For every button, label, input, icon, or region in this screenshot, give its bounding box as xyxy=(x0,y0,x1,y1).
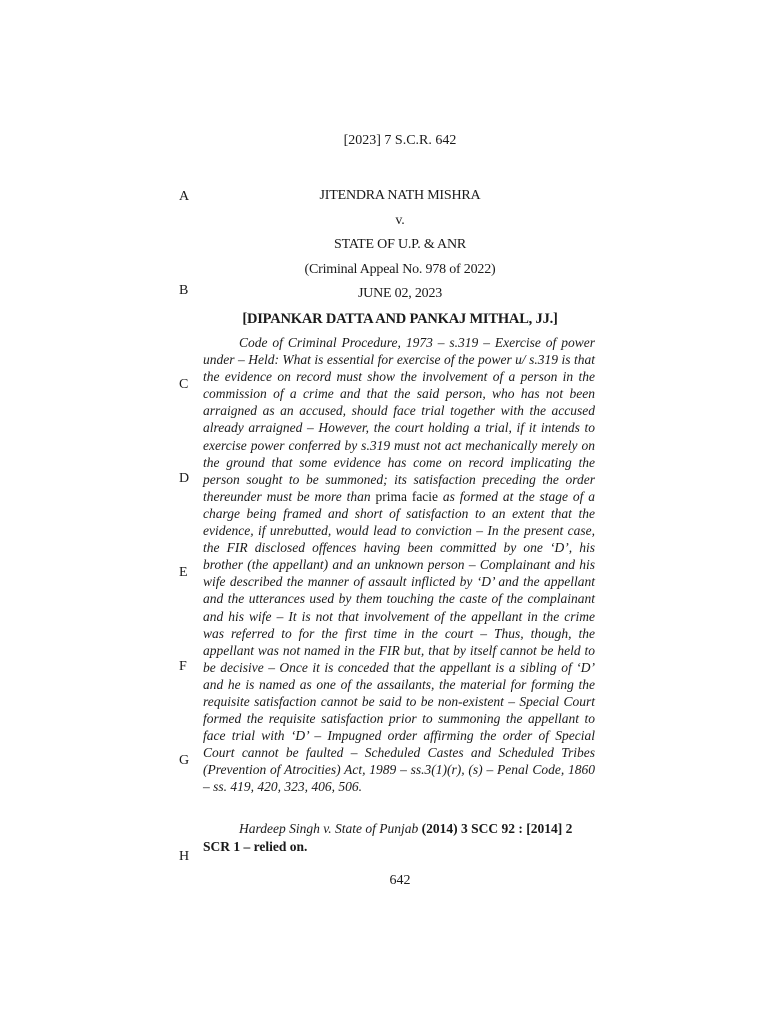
page-number: 642 xyxy=(389,873,411,888)
headnote-part-1: Code of Criminal Procedure, 1973 – s.319 – Exercise of power under – Held: What is essential for exercise of the power u/ s.319 is that the evidence on record must show the involvement of a person in the commission of a crime and that the said person, who has not been arraigned as an accused, should face trial together with the accused already arraigned – However, the court holding a trial, if it intends to exercise power conferred by s.319 must not act mechanically merely on the ground that some evidence has come on record implicating the person sought to be summoned; its satisfaction preceding the order thereunder must be more than xyxy=(203,335,595,504)
margin-letter-b: B xyxy=(179,283,189,298)
margin-letter-d: D xyxy=(179,471,190,486)
headnote-prima-facie: prima facie xyxy=(375,488,439,504)
versus-label: v. xyxy=(395,213,405,228)
bench-judges: [DIPANKAR DATTA AND PANKAJ MITHAL, JJ.] xyxy=(242,311,558,327)
judgment-date: JUNE 02, 2023 xyxy=(357,286,443,301)
appellant-name: JITENDRA NATH MISHRA xyxy=(319,188,481,203)
headnote-part-2: as formed at the stage of a charge being framed and short of satisfaction to an extent that the evidence, if unrebutted, would lead to conviction – In the present case, the FIR disclosed offences having been committed by one ‘D’, his brother (the appellant) and an unknown person – Complainant and his wife described the manner of assault inflicted by ‘D’ and the appellant and the utterances used by them touching the caste of the complainant and his wife – It is not that involvement of the appellant in the crime was referred to for the first time in the court – Thus, though, the appellant was not named in the FIR but, that by itself cannot be held to be decisive – Once it is conceded that the appellant is a sibling of ‘D’ and he is named as one of the assailants, the material for forming the requisite satisfaction cannot be said to be non-existent – Special Court formed the requisite satisfaction prior to summoning the appellant to face trial with ‘D’ – Impugned order affirming the order of Special Court cannot be faulted – Scheduled Castes and Scheduled Tribes (Prevention of Atrocities) Act, 1989 – ss.3(1)(r), (s) – Penal Code, 1860 – ss. 419, 420, 323, 406, 506. xyxy=(203,488,595,795)
margin-letter-e: E xyxy=(179,565,188,580)
cited-case-reference: (2014) 3 SCC 92 : [2014] 2 SCR 1 – relied on. xyxy=(203,821,573,854)
cited-case-name: Hardeep Singh v. State of Punjab xyxy=(239,821,419,836)
appeal-number: (Criminal Appeal No. 978 of 2022) xyxy=(304,262,496,277)
margin-letter-c: C xyxy=(179,377,189,392)
margin-letter-a: A xyxy=(179,189,190,204)
case-citation xyxy=(203,820,595,855)
margin-letter-f: F xyxy=(179,659,187,674)
headnote-paragraph xyxy=(203,334,595,796)
margin-letter-h: H xyxy=(179,849,190,864)
margin-letter-g: G xyxy=(179,753,190,768)
reporter-citation: [2023] 7 S.C.R. 642 xyxy=(343,133,457,148)
respondent-name: STATE OF U.P. & ANR xyxy=(334,237,466,252)
